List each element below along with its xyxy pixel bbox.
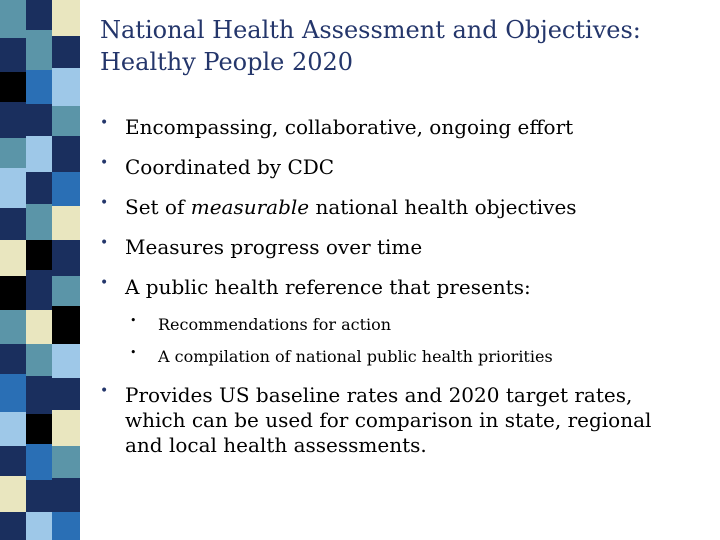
- bullet-marker: •: [100, 235, 109, 251]
- stripe-block: [26, 310, 52, 344]
- bullet-text-suffix: national health objectives: [309, 195, 577, 219]
- stripe-block: [26, 0, 52, 30]
- stripe-block: [52, 446, 80, 478]
- bullet-text-emphasis: measurable: [190, 195, 310, 219]
- stripe-block: [26, 376, 52, 414]
- decorative-stripe-pattern: [0, 0, 80, 540]
- stripe-block: [52, 410, 80, 446]
- stripe-block: [52, 240, 80, 276]
- bullet-marker: •: [100, 275, 109, 291]
- stripe-block: [26, 204, 52, 240]
- stripe-block: [52, 276, 80, 306]
- slide-body: [100, 0, 700, 540]
- stripe-block: [52, 478, 80, 512]
- bullet-item: [100, 115, 680, 140]
- stripe-block: [0, 240, 26, 276]
- bullet-marker: •: [100, 115, 109, 131]
- stripe-block: [26, 344, 52, 376]
- bullet-text: Measures progress over time: [125, 235, 423, 259]
- stripe-block: [26, 270, 52, 310]
- bullet-text: [125, 195, 680, 220]
- stripe-block: [52, 0, 80, 36]
- bullet-text: Provides US baseline rates and 2020 target rates, which can be used for comparison in state, regional and local health assessments.: [125, 383, 652, 457]
- stripe-block: [52, 512, 80, 540]
- sub-bullet-text: A compilation of national public health priorities: [158, 347, 553, 366]
- stripe-block: [0, 38, 26, 72]
- bullet-item: [100, 275, 680, 300]
- bullet-marker: •: [100, 195, 109, 211]
- stripe-block: [52, 68, 80, 106]
- bullet-text: Coordinated by CDC: [125, 155, 335, 179]
- bullet-item: [100, 383, 680, 458]
- bullet-marker: •: [130, 314, 137, 327]
- stripe-block: [0, 72, 26, 102]
- slide-title-line-1: National Health Assessment and Objectives:: [100, 16, 641, 44]
- stripe-block: [52, 306, 80, 344]
- stripe-block: [26, 70, 52, 104]
- stripe-block: [0, 310, 26, 344]
- stripe-block: [52, 36, 80, 68]
- stripe-block: [26, 104, 52, 136]
- stripe-block: [0, 276, 26, 310]
- stripe-block: [26, 512, 52, 540]
- stripe-block: [0, 0, 26, 38]
- sub-bullet-text: Recommendations for action: [158, 315, 392, 334]
- stripe-block: [52, 378, 80, 410]
- stripe-block: [52, 136, 80, 172]
- bullet-item: [100, 195, 680, 220]
- bullet-marker: •: [100, 155, 109, 171]
- stripe-block: [52, 206, 80, 240]
- bullet-item: [100, 155, 680, 180]
- stripe-block: [0, 412, 26, 446]
- stripe-block: [26, 240, 52, 270]
- stripe-block: [26, 480, 52, 512]
- stripe-block: [0, 374, 26, 412]
- stripe-block: [0, 102, 26, 138]
- stripe-block: [26, 172, 52, 204]
- sub-bullet-item: [100, 314, 680, 336]
- stripe-block: [0, 138, 26, 168]
- stripe-block: [0, 476, 26, 512]
- stripe-block: [26, 444, 52, 480]
- stripe-block: [0, 446, 26, 476]
- bullet-item: [100, 235, 680, 260]
- bullet-marker: •: [100, 383, 109, 399]
- sub-bullet-item: [100, 346, 680, 368]
- bullet-text-prefix: Set of: [125, 195, 191, 219]
- stripe-block: [0, 512, 26, 540]
- bullet-marker: •: [130, 346, 137, 359]
- stripe-block: [26, 414, 52, 444]
- stripe-block: [26, 136, 52, 172]
- stripe-block: [52, 106, 80, 136]
- stripe-block: [52, 172, 80, 206]
- bullet-text: A public health reference that presents:: [125, 275, 531, 299]
- bullet-text: Encompassing, collaborative, ongoing effort: [125, 115, 574, 139]
- stripe-block: [0, 344, 26, 374]
- stripe-block: [0, 168, 26, 208]
- stripe-block: [0, 208, 26, 240]
- stripe-block: [52, 344, 80, 378]
- stripe-block: [26, 30, 52, 70]
- slide-title-line-2: Healthy People 2020: [100, 48, 354, 76]
